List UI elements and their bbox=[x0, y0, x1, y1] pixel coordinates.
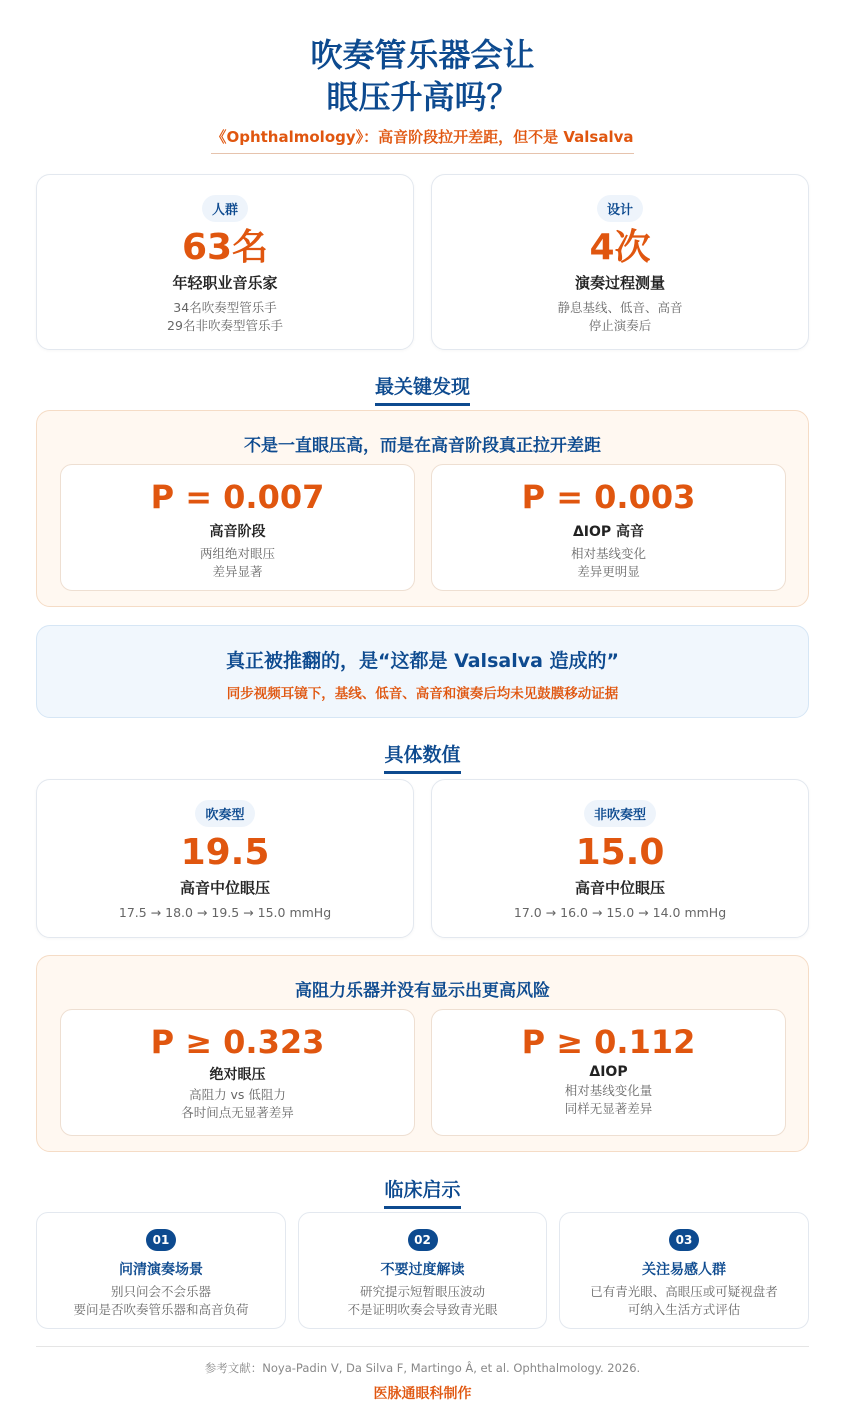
summary-label: 演奏过程测量 bbox=[574, 274, 665, 292]
value-card-non-blowing bbox=[431, 779, 809, 938]
tip-title: 问清演奏场景 bbox=[119, 1262, 203, 1278]
resistance-desc: 相对基线变化量 bbox=[564, 1083, 653, 1098]
tip-desc: 可纳入生活方式评估 bbox=[627, 1302, 741, 1317]
value-label: 高音中位眼压 bbox=[574, 879, 665, 897]
valsalva-subtitle: 同步视频耳镜下，基线、低音、高音和演奏后均未见鼓膜移动证据 bbox=[226, 686, 619, 702]
resistance-p-value: P ≥ 0.112 bbox=[521, 1023, 696, 1061]
summary-big-number: 4次 bbox=[589, 227, 651, 268]
resistance-label: 绝对眼压 bbox=[209, 1067, 266, 1083]
summary-card-population bbox=[36, 174, 414, 350]
page-title-line-1: 吹奏管乐器会让 bbox=[310, 36, 535, 74]
finding-card-high-pitch bbox=[60, 464, 415, 591]
valsalva-panel bbox=[36, 625, 809, 718]
tip-desc: 别只问会不会乐器 bbox=[110, 1284, 211, 1299]
resistance-card-absolute bbox=[60, 1009, 415, 1136]
summary-card-design bbox=[431, 174, 809, 350]
maker-credit: 医脉通眼科制作 bbox=[373, 1386, 472, 1402]
key-findings-panel-title: 不是一直眼压高，而是在高音阶段真正拉开差距 bbox=[244, 436, 601, 456]
resistance-panel bbox=[36, 955, 809, 1152]
resistance-card-delta bbox=[431, 1009, 786, 1136]
summary-pill: 人群 bbox=[202, 195, 248, 222]
value-desc: 17.5 → 18.0 → 19.5 → 15.0 mmHg bbox=[118, 905, 332, 920]
section-heading-text: 临床启示 bbox=[384, 1175, 460, 1209]
section-heading-values bbox=[0, 740, 845, 774]
resistance-p-value: P ≥ 0.323 bbox=[150, 1023, 325, 1061]
finding-card-delta-iop bbox=[431, 464, 786, 591]
footer-divider bbox=[36, 1346, 809, 1347]
tip-number-badge: 01 bbox=[146, 1229, 176, 1251]
finding-label: 高音阶段 bbox=[209, 524, 266, 540]
resistance-panel-title: 高阻力乐器并没有显示出更高风险 bbox=[295, 981, 550, 1001]
resistance-desc: 同样无显著差异 bbox=[564, 1101, 653, 1116]
section-heading-key-findings bbox=[0, 372, 845, 406]
resistance-desc: 各时间点无显著差异 bbox=[181, 1105, 294, 1120]
value-pill: 吹奏型 bbox=[195, 800, 254, 827]
summary-desc: 静息基线、低音、高音 bbox=[557, 300, 683, 315]
tip-desc: 要问是否吹奏管乐器和高音负荷 bbox=[73, 1302, 249, 1317]
summary-desc: 停止演奏后 bbox=[588, 318, 652, 333]
tip-card-1 bbox=[36, 1212, 286, 1329]
tip-number-badge: 03 bbox=[669, 1229, 699, 1251]
tip-desc: 研究提示短暂眼压波动 bbox=[359, 1284, 485, 1299]
tip-card-2 bbox=[298, 1212, 547, 1329]
finding-desc: 相对基线变化 bbox=[570, 546, 646, 561]
resistance-label: ΔIOP bbox=[589, 1064, 628, 1080]
summary-big-number: 63名 bbox=[181, 227, 269, 268]
page-title bbox=[0, 34, 845, 118]
finding-desc: 两组绝对眼压 bbox=[199, 546, 275, 561]
key-findings-panel bbox=[36, 410, 809, 607]
value-label: 高音中位眼压 bbox=[179, 879, 270, 897]
finding-desc: 差异显著 bbox=[212, 564, 263, 579]
tip-title: 关注易感人群 bbox=[642, 1262, 726, 1278]
tip-desc: 不是证明吹奏会导致青光眼 bbox=[347, 1302, 498, 1317]
finding-desc: 差异更明显 bbox=[577, 564, 640, 579]
summary-label: 年轻职业音乐家 bbox=[172, 274, 278, 292]
summary-pill: 设计 bbox=[597, 195, 643, 222]
value-big-number: 19.5 bbox=[180, 832, 270, 873]
value-big-number: 15.0 bbox=[575, 832, 665, 873]
section-heading-clinical bbox=[0, 1175, 845, 1209]
valsalva-title: 真正被推翻的，是“这都是 Valsalva 造成的” bbox=[225, 650, 620, 672]
summary-desc: 29名非吹奏型管乐手 bbox=[167, 318, 283, 333]
value-pill: 非吹奏型 bbox=[584, 800, 656, 827]
tip-number-badge: 02 bbox=[408, 1229, 438, 1251]
reference-text: 参考文献：Noya-Padin V, Da Silva F, Martingo Â, et al. Ophthalmology. 2026. bbox=[204, 1361, 641, 1375]
finding-p-value: P = 0.003 bbox=[521, 478, 696, 516]
tip-desc: 已有青光眼、高眼压或可疑视盘者 bbox=[590, 1284, 778, 1299]
summary-desc: 34名吹奏型管乐手 bbox=[173, 300, 277, 315]
subtitle-wrap bbox=[0, 126, 845, 154]
tip-card-3 bbox=[559, 1212, 809, 1329]
resistance-desc: 高阻力 vs 低阻力 bbox=[189, 1087, 286, 1102]
section-heading-text: 具体数值 bbox=[384, 740, 460, 774]
page-title-line-2: 眼压升高吗？ bbox=[326, 78, 519, 116]
section-heading-text: 最关键发现 bbox=[375, 372, 470, 406]
finding-p-value: P = 0.007 bbox=[150, 478, 325, 516]
tip-title: 不要过度解读 bbox=[380, 1262, 465, 1278]
value-desc: 17.0 → 16.0 → 15.0 → 14.0 mmHg bbox=[513, 905, 727, 920]
page-subtitle: 《Ophthalmology》：高音阶段拉开差距，但不是 Valsalva bbox=[211, 126, 633, 154]
value-card-blowing bbox=[36, 779, 414, 938]
finding-label: ΔIOP 高音 bbox=[572, 524, 645, 540]
